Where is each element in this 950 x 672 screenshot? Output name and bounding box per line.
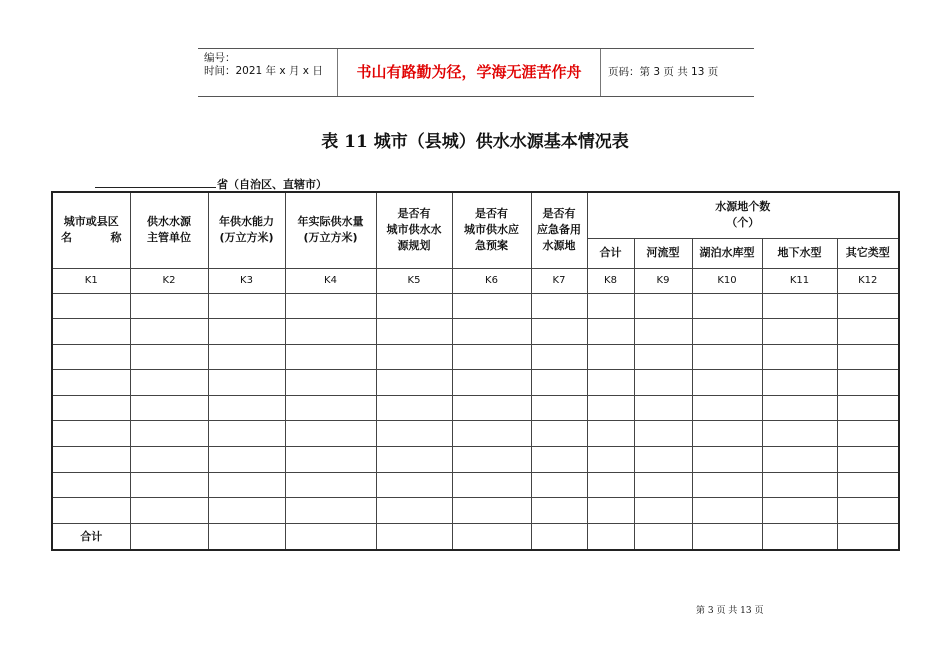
table-cell[interactable] (837, 498, 899, 524)
code-cell: K2 (130, 268, 208, 293)
table-cell[interactable] (130, 523, 208, 550)
header-city-name-line1: 城市或县区 (63, 215, 119, 229)
table-cell[interactable] (130, 293, 208, 319)
table-cell[interactable] (376, 523, 452, 550)
total-label: 合计 (52, 523, 130, 550)
header-city-name-char2: 称 (110, 231, 122, 245)
table-cell[interactable] (762, 293, 837, 319)
table-title: 表 11 城市（县城）供水水源基本情况表 (321, 132, 629, 152)
table-cell[interactable] (587, 293, 634, 319)
table-cell[interactable] (376, 395, 452, 421)
table-cell[interactable] (376, 319, 452, 345)
table-cell[interactable] (762, 370, 837, 396)
table-cell[interactable] (587, 523, 634, 550)
table-cell[interactable] (634, 472, 692, 498)
header-actual-supply (285, 192, 376, 268)
header-source-plan-line1: 是否有 (397, 207, 431, 221)
header-source-plan (376, 192, 452, 268)
header-row-1 (52, 192, 899, 238)
table-cell[interactable] (208, 421, 285, 447)
table-cell[interactable] (52, 344, 130, 370)
header-city-name-char1: 名 (61, 231, 72, 245)
table-cell[interactable] (837, 293, 899, 319)
table-cell[interactable] (208, 344, 285, 370)
table-row (52, 344, 899, 370)
table-cell[interactable] (52, 293, 130, 319)
table-cell[interactable] (285, 447, 376, 473)
table-cell[interactable] (376, 421, 452, 447)
region-label: 省（自治区、直辖市） (217, 178, 327, 191)
code-cell: K5 (376, 268, 452, 293)
table-cell[interactable] (285, 319, 376, 345)
table-cell[interactable] (208, 523, 285, 550)
table-cell[interactable] (52, 498, 130, 524)
table-row (52, 472, 899, 498)
header-management-unit-line1: 供水水源 (147, 215, 191, 229)
table-cell[interactable] (837, 319, 899, 345)
table-cell[interactable] (837, 472, 899, 498)
table-cell[interactable] (587, 447, 634, 473)
table-row (52, 447, 899, 473)
table-cell[interactable] (130, 395, 208, 421)
header-city-name-line2 (53, 230, 130, 246)
table-cell[interactable] (452, 523, 531, 550)
table-cell[interactable] (452, 370, 531, 396)
header-source-plan-line3: 源规划 (397, 239, 431, 253)
table-row (52, 319, 899, 345)
code-cell: K8 (587, 268, 634, 293)
table-cell[interactable] (692, 421, 762, 447)
table-cell[interactable] (130, 498, 208, 524)
table-cell[interactable] (634, 344, 692, 370)
table-cell[interactable] (587, 421, 634, 447)
code-cell: K10 (692, 268, 762, 293)
table-cell[interactable] (452, 447, 531, 473)
table-cell[interactable] (452, 395, 531, 421)
table-cell[interactable] (531, 319, 587, 345)
table-cell[interactable] (837, 370, 899, 396)
table-cell[interactable] (376, 344, 452, 370)
subheader-groundwater: 地下水型 (762, 238, 837, 268)
table-row (52, 421, 899, 447)
table-cell[interactable] (762, 319, 837, 345)
code-cell: K9 (634, 268, 692, 293)
table-cell[interactable] (692, 319, 762, 345)
table-cell[interactable] (634, 421, 692, 447)
table-cell[interactable] (837, 523, 899, 550)
table-cell[interactable] (531, 293, 587, 319)
table-cell[interactable] (692, 498, 762, 524)
table-cell[interactable] (692, 523, 762, 550)
header-supply-capacity-line1: 年供水能力 (219, 215, 274, 229)
water-source-table (51, 191, 900, 551)
table-cell[interactable] (587, 395, 634, 421)
header-page-code: 页码：第 3 页 共 13 页 (608, 66, 719, 78)
header-emergency-plan (452, 192, 531, 268)
subheader-other: 其它类型 (837, 238, 899, 268)
table-cell[interactable] (837, 344, 899, 370)
code-cell: K1 (52, 268, 130, 293)
table-cell[interactable] (837, 421, 899, 447)
table-cell[interactable] (692, 472, 762, 498)
header-backup-source-line3: 水源地 (542, 239, 576, 253)
header-emergency-plan-line3: 急预案 (475, 239, 508, 253)
table-cell[interactable] (531, 472, 587, 498)
table-cell[interactable] (208, 498, 285, 524)
header-source-count-line1: 水源地个数 (715, 200, 771, 214)
table-cell[interactable] (285, 344, 376, 370)
table-cell[interactable] (130, 370, 208, 396)
code-cell: K6 (452, 268, 531, 293)
table-row (52, 498, 899, 524)
table-cell[interactable] (762, 523, 837, 550)
header-backup-source (531, 192, 587, 268)
table-cell[interactable] (531, 370, 587, 396)
subheader-total: 合计 (587, 238, 634, 268)
code-cell: K12 (837, 268, 899, 293)
table-cell[interactable] (130, 344, 208, 370)
header-management-unit (130, 192, 208, 268)
header-emergency-plan-line2: 城市供水应 (464, 223, 519, 237)
table-cell[interactable] (52, 472, 130, 498)
header-motto: 书山有路勤为径，学海无涯苦作舟 (338, 49, 601, 96)
table-cell[interactable] (762, 395, 837, 421)
table-cell[interactable] (452, 344, 531, 370)
table-cell[interactable] (531, 421, 587, 447)
total-row (52, 523, 899, 550)
header-emergency-plan-line1: 是否有 (475, 207, 508, 221)
table-cell[interactable] (692, 293, 762, 319)
region-blank-field[interactable] (95, 176, 216, 188)
table-cell[interactable] (285, 421, 376, 447)
header-backup-source-line1: 是否有 (542, 207, 576, 221)
table-cell[interactable] (376, 498, 452, 524)
table-cell[interactable] (762, 421, 837, 447)
region-line (95, 176, 327, 192)
table-cell[interactable] (130, 472, 208, 498)
number-label: 编号： (204, 52, 236, 64)
code-cell: K4 (285, 268, 376, 293)
table-cell[interactable] (130, 319, 208, 345)
code-row (52, 268, 899, 293)
table-cell[interactable] (52, 319, 130, 345)
time-text: 时间：2021 年 x 月 x 日 (204, 65, 323, 77)
table-cell[interactable] (376, 447, 452, 473)
table-cell[interactable] (130, 447, 208, 473)
table-cell[interactable] (634, 395, 692, 421)
table-cell[interactable] (452, 319, 531, 345)
table-cell[interactable] (376, 472, 452, 498)
code-cell: K7 (531, 268, 587, 293)
table-cell[interactable] (285, 293, 376, 319)
table-cell[interactable] (285, 523, 376, 550)
table-cell[interactable] (531, 498, 587, 524)
table-cell[interactable] (376, 293, 452, 319)
table-cell[interactable] (762, 447, 837, 473)
table-cell[interactable] (762, 344, 837, 370)
table-cell[interactable] (531, 523, 587, 550)
table-cell[interactable] (452, 472, 531, 498)
table-cell[interactable] (692, 447, 762, 473)
table-cell[interactable] (531, 344, 587, 370)
header-actual-supply-line1: 年实际供水量 (297, 215, 364, 229)
table-cell[interactable] (587, 344, 634, 370)
header-actual-supply-line2: (万立方米) (303, 231, 358, 245)
header-source-count-group (587, 192, 899, 238)
table-cell[interactable] (130, 421, 208, 447)
table-cell[interactable] (531, 447, 587, 473)
table-cell[interactable] (762, 472, 837, 498)
header-source-plan-line2: 城市供水水 (386, 223, 442, 237)
table-cell[interactable] (634, 293, 692, 319)
header-supply-capacity-line2: (万立方米) (219, 231, 274, 245)
table-cell[interactable] (634, 523, 692, 550)
table-cell[interactable] (285, 370, 376, 396)
header-backup-source-line2: 应急备用 (537, 223, 581, 237)
table-cell[interactable] (692, 395, 762, 421)
table-cell[interactable] (208, 370, 285, 396)
table-cell[interactable] (52, 370, 130, 396)
table-cell[interactable] (634, 498, 692, 524)
table-cell[interactable] (531, 395, 587, 421)
subheader-river: 河流型 (634, 238, 692, 268)
code-cell: K11 (762, 268, 837, 293)
table-cell[interactable] (634, 319, 692, 345)
header-info-cell (198, 49, 338, 96)
table-cell[interactable] (837, 447, 899, 473)
table-cell[interactable] (208, 293, 285, 319)
table-cell[interactable] (208, 472, 285, 498)
header-supply-capacity (208, 192, 285, 268)
table-cell[interactable] (208, 447, 285, 473)
table-cell[interactable] (692, 370, 762, 396)
table-cell[interactable] (376, 370, 452, 396)
table-cell[interactable] (837, 395, 899, 421)
table-cell[interactable] (52, 421, 130, 447)
table-cell[interactable] (587, 370, 634, 396)
table-cell[interactable] (52, 395, 130, 421)
table-cell[interactable] (285, 395, 376, 421)
table-cell[interactable] (587, 472, 634, 498)
table-cell[interactable] (634, 447, 692, 473)
table-cell[interactable] (285, 472, 376, 498)
table-cell[interactable] (634, 370, 692, 396)
header-management-unit-line2: 主管单位 (147, 231, 191, 245)
page-footer: 第 3 页 共 13 页 (696, 606, 764, 616)
table-cell[interactable] (208, 319, 285, 345)
header-city-name (52, 192, 130, 268)
table-cell[interactable] (692, 344, 762, 370)
table-cell[interactable] (587, 498, 634, 524)
table-cell[interactable] (208, 395, 285, 421)
subheader-lake-reservoir: 湖泊水库型 (692, 238, 762, 268)
table-row (52, 370, 899, 396)
table-cell[interactable] (762, 498, 837, 524)
header-source-count-line2: （个） (726, 216, 760, 230)
table-cell[interactable] (52, 447, 130, 473)
table-cell[interactable] (452, 421, 531, 447)
table-row (52, 395, 899, 421)
code-cell: K3 (208, 268, 285, 293)
table-cell[interactable] (285, 498, 376, 524)
document-header (198, 48, 754, 97)
table-cell[interactable] (452, 293, 531, 319)
table-cell[interactable] (452, 498, 531, 524)
table-cell[interactable] (587, 319, 634, 345)
table-row (52, 293, 899, 319)
